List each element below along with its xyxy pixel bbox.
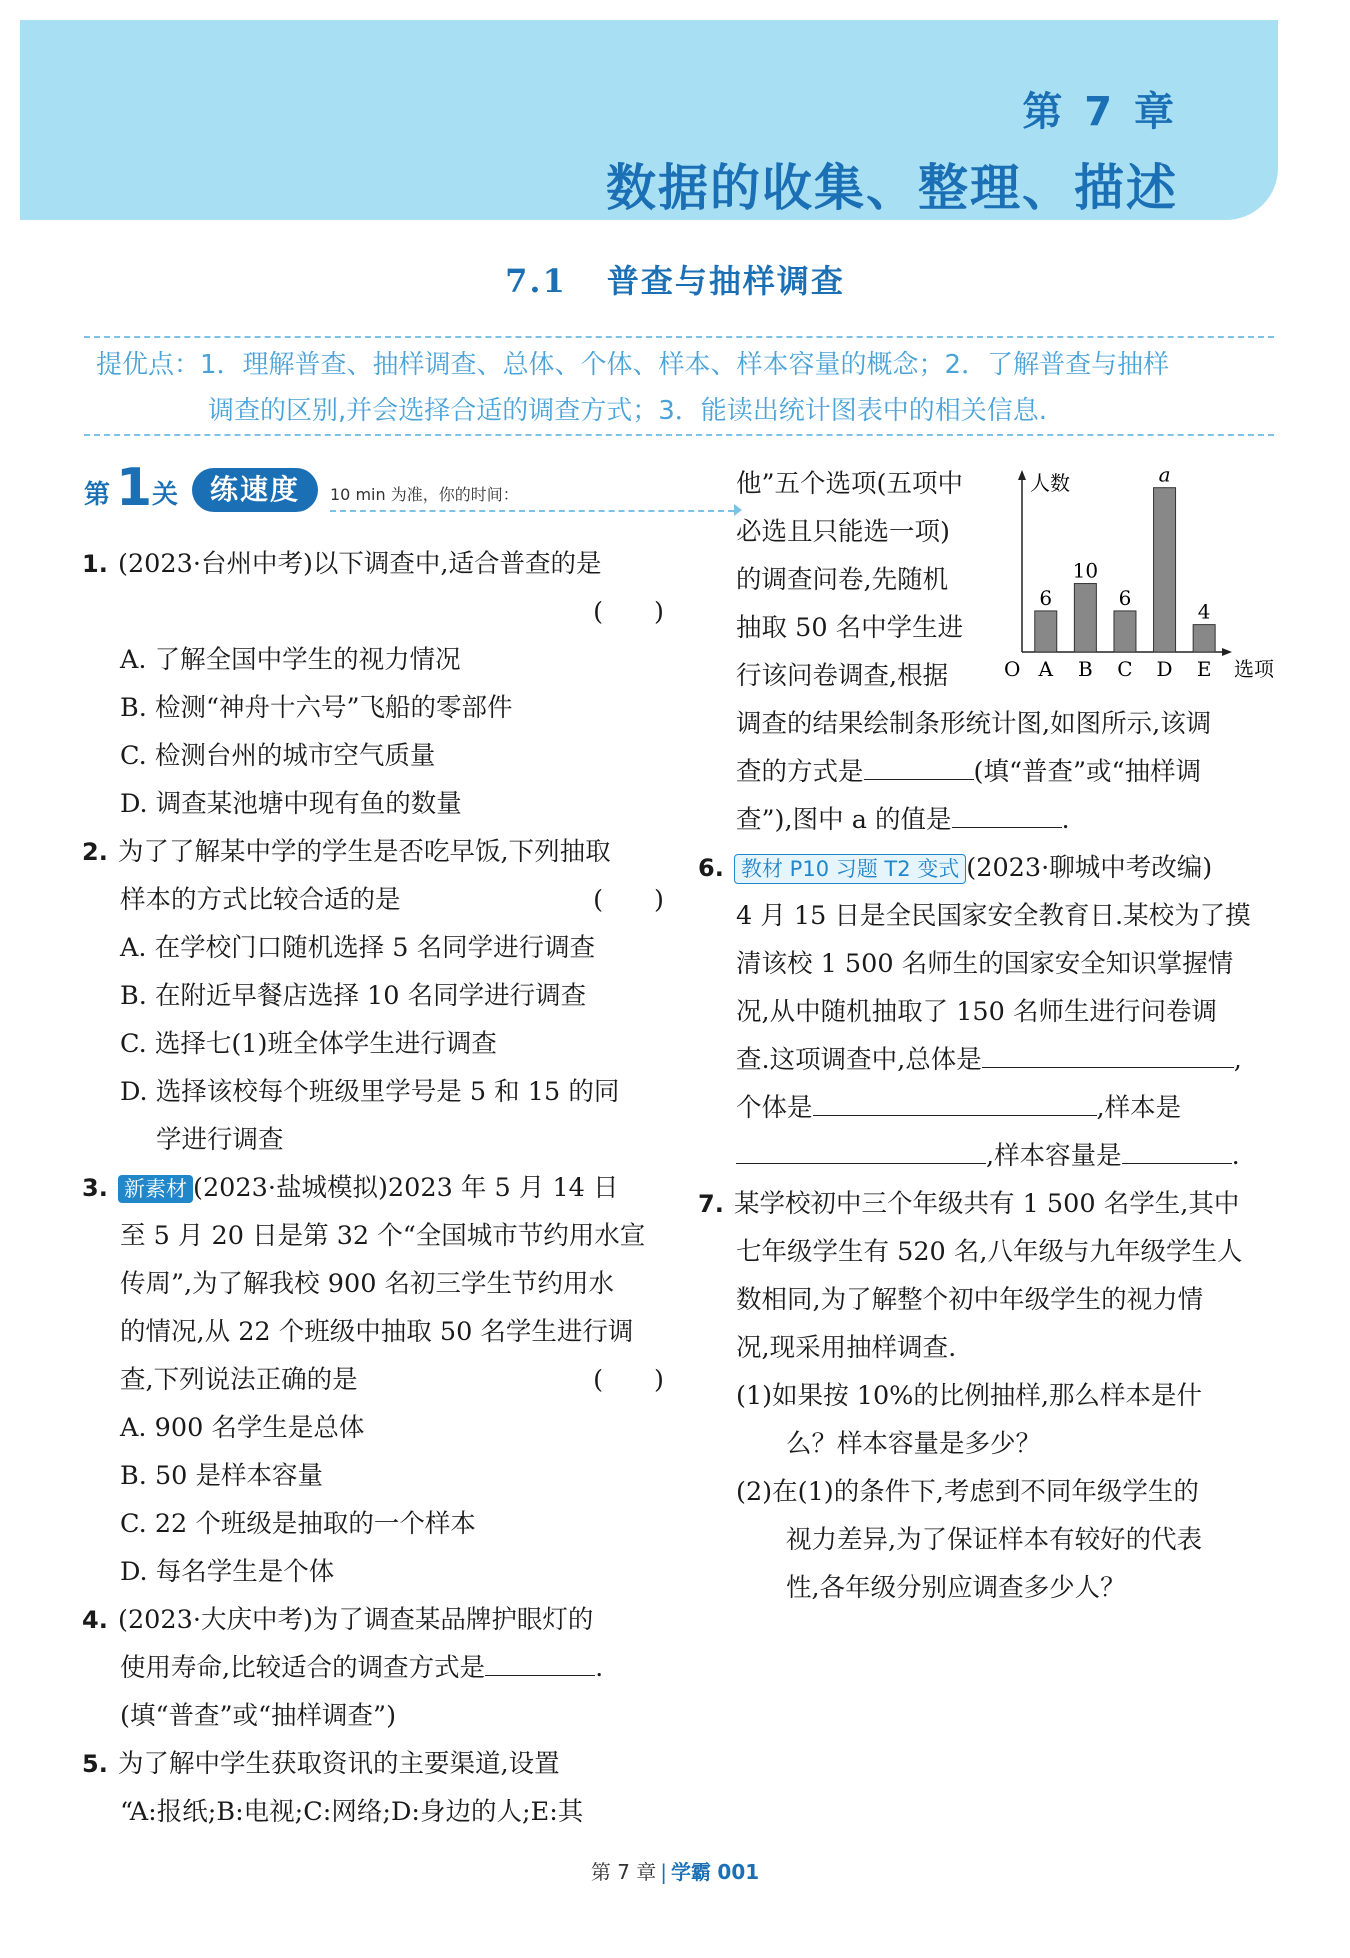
question-stem: 查.这项调查中,总体是	[736, 1045, 982, 1075]
time-prompt: 10 min 为准，你的时间：	[330, 485, 519, 504]
answer-blank	[982, 1037, 1234, 1068]
question-stem: ,样本容量是	[986, 1141, 1122, 1171]
bar-A	[1035, 611, 1057, 652]
option-b: B. 在附近早餐店选择 10 名同学进行调查	[120, 981, 587, 1011]
page-footer	[0, 1856, 1350, 1885]
tick-label-B: B	[1078, 657, 1093, 681]
question-4	[84, 1596, 674, 1740]
tick-label-E: E	[1196, 657, 1212, 681]
question-stem: 行该问卷调查,根据	[736, 661, 949, 691]
question-stem: 查”),图中 a 的值是	[736, 805, 952, 835]
section-title	[0, 256, 1350, 302]
sub-question-2-continued: 视力差异,为了保证样本有较好的代表	[786, 1525, 1203, 1555]
answer-blank	[1122, 1133, 1232, 1164]
question-stem: 调查的结果绘制条形统计图,如图所示,该调	[736, 709, 1212, 739]
data-label-E: 4	[1197, 599, 1211, 624]
level-header	[84, 458, 664, 520]
y-axis-arrow	[1018, 470, 1026, 480]
question-stem: 况,现采用抽样调查.	[736, 1333, 957, 1363]
option-b: B. 50 是样本容量	[120, 1461, 324, 1491]
option-a: A. 900 名学生是总体	[120, 1413, 365, 1443]
footer-brand: 学霸	[671, 1860, 712, 1884]
question-stem: 他”五个选项(五项中	[736, 469, 963, 499]
question-source: (2023·聊城中考改编)	[966, 853, 1213, 883]
chapter-title: 数据的收集、整理、描述	[606, 159, 1178, 217]
question-stem: 查,下列说法正确的是	[120, 1365, 358, 1395]
question-stem: (2023·大庆中考)为了调查某品牌护眼灯的	[118, 1605, 594, 1635]
y-axis-label: 人数	[1030, 471, 1070, 495]
question-number: 4.	[82, 1606, 108, 1634]
data-label-B: 10	[1072, 558, 1099, 583]
punctuation: .	[1231, 1141, 1240, 1171]
option-a: A. 了解全国中学生的视力情况	[120, 645, 461, 675]
question-stem: 某学校初中三个年级共有 1 500 名学生,其中	[734, 1189, 1240, 1219]
speed-practice-badge: 练速度	[192, 468, 318, 512]
question-stem: 七年级学生有 520 名,八年级与九年级学生人	[736, 1237, 1243, 1267]
chapter-number: 第 7 章	[1022, 89, 1178, 135]
page-number: 001	[717, 1860, 760, 1884]
question-number: 2.	[82, 838, 108, 866]
option-b: B. 检测“神舟十六号”飞船的零部件	[120, 693, 513, 723]
option-d: D. 调查某池塘中现有鱼的数量	[120, 789, 462, 819]
x-axis-arrow	[1222, 648, 1232, 656]
answer-blank	[813, 1085, 1097, 1116]
question-stem: 为了解中学生获取资讯的主要渠道,设置	[118, 1749, 560, 1779]
question-stem: 的情况,从 22 个班级中抽取 50 名学生进行调	[120, 1317, 634, 1347]
punctuation: .	[595, 1653, 604, 1683]
question-stem: 使用寿命,比较适合的调查方式是	[120, 1653, 486, 1683]
bar-chart	[1000, 460, 1290, 688]
answer-parentheses: ( )	[593, 885, 664, 915]
punctuation: ,	[1233, 1045, 1242, 1075]
bar-D	[1154, 488, 1176, 652]
data-label-D: a	[1158, 462, 1171, 487]
footer-separator: |	[660, 1860, 668, 1884]
section-number: 7.1	[505, 262, 567, 300]
question-stem: ,样本是	[1096, 1093, 1182, 1123]
option-d-continued: 学进行调查	[156, 1125, 284, 1155]
footer-chapter: 第 7 章	[590, 1860, 657, 1884]
answer-parentheses: ( )	[593, 1365, 664, 1395]
question-stem: 抽取 50 名中学生进	[736, 613, 964, 643]
option-c: C. 选择七(1)班全体学生进行调查	[120, 1029, 497, 1059]
chapter-banner	[20, 20, 1278, 220]
question-stem: 为了了解某中学的学生是否吃早饭,下列抽取	[118, 837, 611, 867]
sub-question-1: (1)如果按 10%的比例抽样,那么样本是什	[736, 1381, 1203, 1411]
question-stem: (2023·盐城模拟)2023 年 5 月 14 日	[193, 1173, 619, 1203]
data-label-A: 6	[1039, 585, 1053, 610]
time-answer-line	[330, 510, 734, 512]
data-label-C: 6	[1118, 585, 1132, 610]
option-a: A. 在学校门口随机选择 5 名同学进行调查	[120, 933, 596, 963]
question-3	[84, 1164, 674, 1596]
key-points-box	[84, 336, 1274, 436]
answer-blank	[736, 1133, 986, 1164]
textbook-variant-tag: 教材 P10 习题 T2 变式	[734, 854, 966, 884]
question-stem: 4 月 15 日是全民国家安全教育日.某校为了摸	[736, 901, 1251, 931]
question-stem: 查的方式是	[736, 757, 864, 787]
sub-question-2: (2)在(1)的条件下,考虑到不同年级学生的	[736, 1477, 1199, 1507]
new-material-tag: 新素材	[118, 1175, 193, 1203]
question-stem: 样本的方式比较合适的是	[120, 885, 401, 915]
answer-blank	[952, 797, 1062, 828]
origin-label: O	[1004, 657, 1021, 681]
question-number: 3.	[82, 1174, 108, 1202]
question-stem: 数相同,为了解整个初中年级学生的视力情	[736, 1285, 1204, 1315]
question-stem: (填“普查”或“抽样调	[973, 757, 1202, 787]
answer-parentheses: ( )	[593, 597, 664, 627]
question-number: 5.	[82, 1750, 108, 1778]
question-stem: 传周”,为了解我校 900 名初三学生节约用水	[120, 1269, 615, 1299]
question-7	[700, 1180, 1290, 1612]
question-1	[84, 540, 674, 828]
option-c: C. 检测台州的城市空气质量	[120, 741, 436, 771]
key-points-line-2: 调查的区别,并会选择合适的调查方式；3．能读出统计图表中的相关信息.	[208, 396, 1048, 426]
section-name: 普查与抽样调查	[606, 262, 845, 300]
bar-C	[1114, 611, 1136, 652]
key-points-line-1: 提优点：1．理解普查、抽样调查、总体、个体、样本、样本容量的概念；2．了解普查与抽样	[96, 350, 1170, 380]
left-column	[84, 540, 674, 1836]
question-stem: “A:报纸;B:电视;C:网络;D:身边的人;E:其	[120, 1797, 584, 1827]
punctuation: .	[1061, 805, 1070, 835]
question-2	[84, 828, 674, 1164]
question-stem: 至 5 月 20 日是第 32 个“全国城市节约用水宣	[120, 1221, 646, 1251]
question-stem: 个体是	[736, 1093, 813, 1123]
answer-blank	[864, 749, 974, 780]
question-hint: (填“普查”或“抽样调查”)	[120, 1701, 397, 1731]
question-6	[700, 844, 1290, 1180]
option-d: D. 选择该校每个班级里学号是 5 和 15 的同	[120, 1077, 620, 1107]
question-5	[84, 1740, 674, 1836]
question-stem: 况,从中随机抽取了 150 名师生进行问卷调	[736, 997, 1217, 1027]
x-axis-label: 选项	[1234, 657, 1274, 681]
bar-B	[1074, 584, 1096, 652]
question-stem: 必选且只能选一项)	[736, 517, 950, 547]
level-number: 1	[116, 458, 153, 518]
answer-blank	[485, 1645, 595, 1676]
tick-label-C: C	[1117, 657, 1133, 681]
option-c: C. 22 个班级是抽取的一个样本	[120, 1509, 476, 1539]
sub-question-2-continued: 性,各年级分别应调查多少人？	[786, 1573, 1126, 1603]
tick-label-A: A	[1038, 657, 1053, 681]
question-number: 6.	[698, 854, 724, 882]
question-number: 7.	[698, 1190, 724, 1218]
question-stem: 清该校 1 500 名师生的国家安全知识掌握情	[736, 949, 1234, 979]
option-d: D. 每名学生是个体	[120, 1557, 335, 1587]
level-prefix: 第	[84, 480, 111, 510]
question-stem: (2023·台州中考)以下调查中,适合普查的是	[118, 549, 602, 579]
bar-E	[1193, 625, 1215, 652]
question-stem: 的调查问卷,先随机	[736, 565, 949, 595]
sub-question-1-continued: 么？样本容量是多少？	[786, 1429, 1042, 1459]
level-suffix: 关	[152, 480, 179, 510]
tick-label-D: D	[1156, 657, 1173, 681]
question-number: 1.	[82, 550, 108, 578]
